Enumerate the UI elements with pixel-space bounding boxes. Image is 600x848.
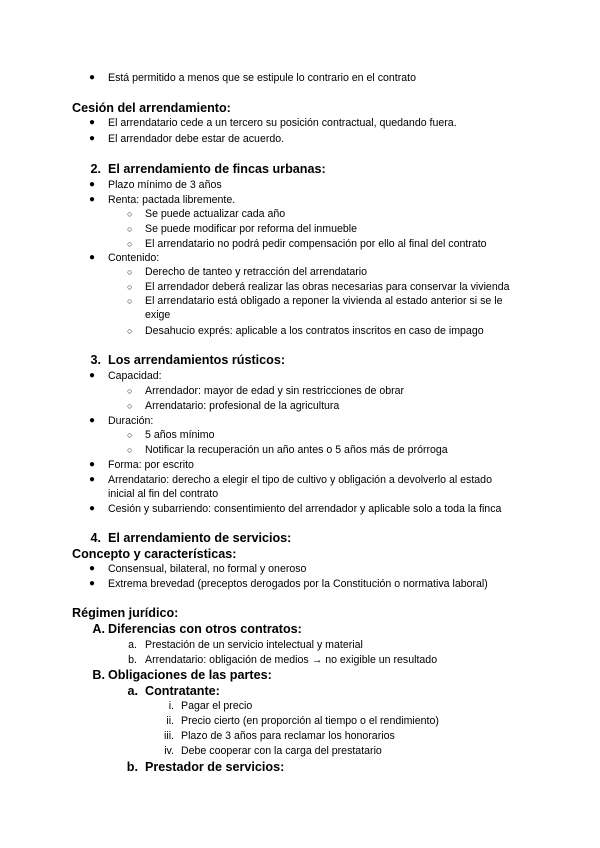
circle-bullet-icon: ○ [127, 326, 133, 336]
list-item: Debe cooperar con la carga del prestatario [181, 745, 382, 757]
bullet-icon: ● [89, 563, 96, 574]
sub-list-item: Se puede modificar por reforma del inmueble [145, 223, 357, 235]
circle-bullet-icon: ○ [127, 430, 133, 440]
list-item: Plazo de 3 años para reclamar los honorarios [181, 730, 395, 742]
bullet-icon: ● [89, 503, 96, 514]
bullet-icon: ● [89, 194, 96, 205]
list-item: Arrendatario: derecho a elegir el tipo de cultivo y obligación a devolverlo al estado [108, 474, 492, 486]
list-item: El arrendatario cede a un tercero su posición contractual, quedando fuera. [108, 117, 457, 129]
section-heading-fincas-urbanas: El arrendamiento de fincas urbanas: [108, 162, 326, 176]
section-heading-servicios: El arrendamiento de servicios: [108, 531, 292, 545]
list-item: Precio cierto (en proporción al tiempo o el rendimiento) [181, 715, 439, 727]
list-item: Plazo mínimo de 3 años [108, 179, 222, 191]
list-item: Consensual, bilateral, no formal y oneroso [108, 563, 307, 575]
bullet-icon: ● [89, 415, 96, 426]
bullet-icon: ● [89, 252, 96, 263]
circle-bullet-icon: ○ [127, 386, 133, 396]
sub-list-item: Notificar la recuperación un año antes o 5 años más de prórroga [145, 444, 448, 456]
circle-bullet-icon: ○ [127, 401, 133, 411]
list-marker: ii. [166, 715, 174, 727]
circle-bullet-icon: ○ [127, 239, 133, 249]
sub-list-item: 5 años mínimo [145, 429, 215, 441]
circle-bullet-icon: ○ [127, 445, 133, 455]
section-heading-cesion: Cesión del arrendamiento: [72, 101, 231, 115]
list-marker: A. [92, 622, 105, 636]
list-item: Está permitido a menos que se estipule lo contrario en el contrato [108, 72, 416, 84]
section-number: 2. [90, 162, 101, 176]
subsection-heading-obligaciones: Obligaciones de las partes: [108, 668, 272, 682]
list-item: Arrendatario: obligación de medios → no exigible un resultado [145, 654, 438, 666]
subsection-heading-prestador: Prestador de servicios: [145, 760, 285, 774]
bullet-icon: ● [89, 117, 96, 128]
list-item: Forma: por escrito [108, 459, 194, 471]
list-item: Contenido: [108, 252, 160, 264]
subsection-heading-contratante: Contratante: [145, 684, 220, 698]
list-marker: B. [92, 668, 105, 682]
subsection-heading-regimen: Régimen jurídico: [72, 606, 179, 620]
list-marker: iii. [163, 730, 174, 742]
sub-list-item: Arrendador: mayor de edad y sin restricciones de obrar [145, 385, 405, 397]
bullet-icon: ● [89, 179, 96, 190]
sub-list-item: El arrendatario no podrá pedir compensación por ello al final del contrato [145, 238, 487, 250]
circle-bullet-icon: ○ [127, 209, 133, 219]
circle-bullet-icon: ○ [127, 296, 133, 306]
circle-bullet-icon: ○ [127, 267, 133, 277]
bullet-icon: ● [89, 72, 96, 83]
bullet-icon: ● [89, 459, 96, 470]
list-item: Renta: pactada libremente. [108, 194, 236, 206]
sub-list-item: El arrendatario está obligado a reponer la vivienda al estado anterior si se le [145, 295, 503, 307]
section-heading-rusticos: Los arrendamientos rústicos: [108, 353, 286, 367]
list-marker: b. [128, 654, 137, 666]
section-number: 3. [90, 353, 101, 367]
circle-bullet-icon: ○ [127, 224, 133, 234]
list-item-continuation: inicial al fin del contrato [108, 488, 219, 500]
sub-list-item: Derecho de tanteo y retracción del arrendatario [145, 266, 368, 278]
circle-bullet-icon: ○ [127, 282, 133, 292]
list-item: Extrema brevedad (preceptos derogados por la Constitución o normativa laboral) [108, 578, 488, 590]
list-item: Capacidad: [108, 370, 162, 382]
sub-list-item: Desahucio exprés: aplicable a los contratos inscritos en caso de impago [145, 325, 484, 337]
list-marker: b. [126, 760, 138, 774]
list-marker: a. [128, 639, 137, 651]
bullet-icon: ● [89, 578, 96, 589]
list-item: Duración: [108, 415, 154, 427]
subsection-heading-concepto: Concepto y características: [72, 547, 237, 561]
list-marker: iv. [164, 745, 174, 757]
subsection-heading-diferencias: Diferencias con otros contratos: [108, 622, 302, 636]
bullet-icon: ● [89, 474, 96, 485]
list-marker: i. [168, 700, 174, 712]
section-number: 4. [90, 531, 101, 545]
sub-list-item: Se puede actualizar cada año [145, 208, 286, 220]
list-item: Prestación de un servicio intelectual y material [145, 639, 363, 651]
list-item: El arrendador debe estar de acuerdo. [108, 133, 285, 145]
bullet-icon: ● [89, 370, 96, 381]
sub-list-item-continuation: exige [145, 309, 171, 321]
list-marker: a. [127, 684, 138, 698]
sub-list-item: Arrendatario: profesional de la agricultura [145, 400, 340, 412]
bullet-icon: ● [89, 133, 96, 144]
list-item: Cesión y subarriendo: consentimiento del arrendador y aplicable solo a toda la finca [108, 503, 502, 515]
list-item: Pagar el precio [181, 700, 253, 712]
sub-list-item: El arrendador deberá realizar las obras necesarias para conservar la vivienda [145, 281, 510, 293]
